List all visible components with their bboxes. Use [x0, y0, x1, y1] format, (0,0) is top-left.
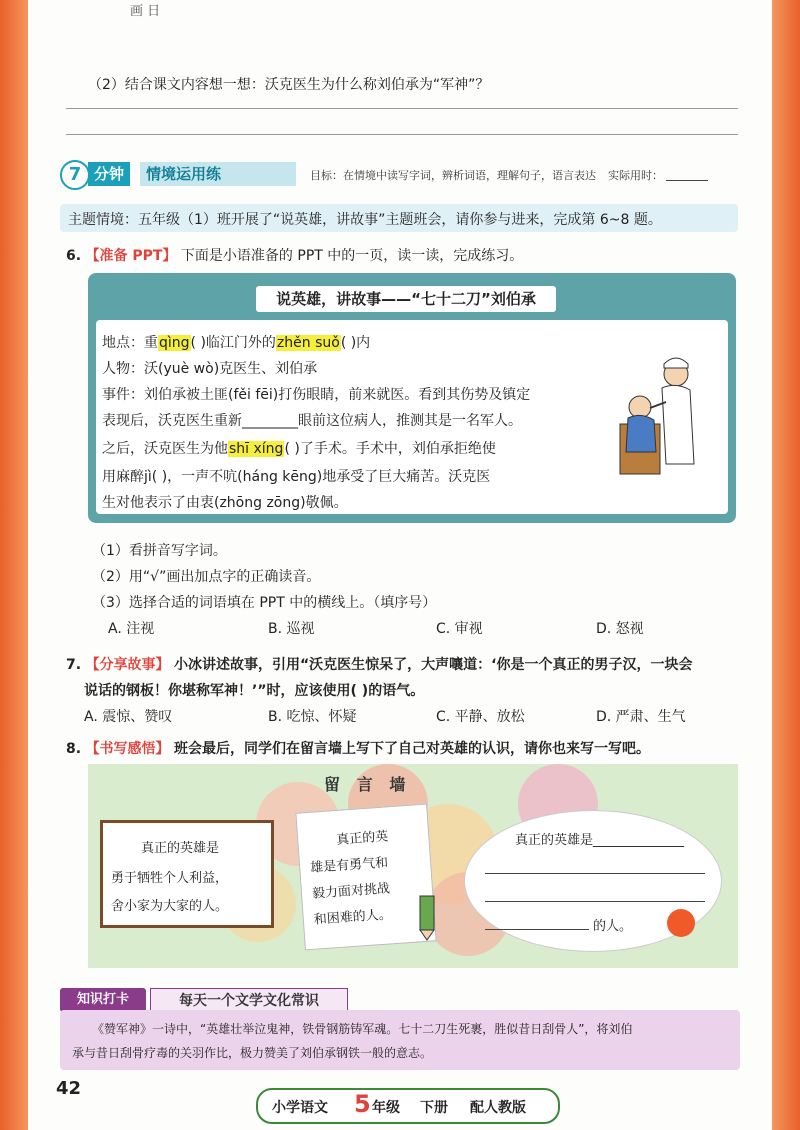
text-segment: 表现后，沃克医生重新 — [102, 413, 242, 429]
text-segment: ( )内 — [340, 335, 371, 351]
ppt-title: 说英雄，讲故事——“七十二刀”刘伯承 — [256, 286, 556, 312]
note1-line: 真正的英雄是 — [141, 841, 220, 856]
knowledge-title: 每天一个文学文化常识 — [150, 988, 348, 1014]
q7-option-c[interactable]: C. 平静、放松 — [436, 709, 525, 725]
note-card-1 — [100, 820, 274, 928]
q6-sub3: （3）选择合适的词语填在 PPT 中的横线上。（填序号） — [92, 595, 437, 611]
text-segment: ( )临江门外的 — [190, 335, 276, 351]
note1-line: 舍小家为大家的人。 — [111, 899, 229, 914]
page-number: 42 — [56, 1078, 82, 1099]
answer-line[interactable] — [485, 873, 705, 874]
doctor-patient-illustration — [610, 352, 704, 478]
section-number: 7 — [60, 160, 90, 190]
note1-line: 勇于牺牲个人利益， — [111, 871, 229, 886]
theme-text: 主题情境：五年级（1）班开展了“说英雄，讲故事”主题班会，请你参与进来，完成第 6~8 题。 — [68, 212, 662, 228]
footer-subject: 小学语文 — [272, 1100, 328, 1116]
knowledge-line1: 《赞军神》一诗中，“英雄壮举泣鬼神，铁骨钢筋铸军魂。七十二刀生死裹，胜似昔日刮骨人”，将刘伯 — [92, 1022, 633, 1036]
q8-text: 班会最后，同学们在留言墙上写下了自己对英雄的认识，请你也来写一写吧。 — [173, 741, 650, 757]
section-minutes: 分钟 — [88, 162, 130, 186]
q7-number: 7. — [66, 657, 82, 673]
ppt-line-6: 用麻醉jì( )，一声不吭(háng kēng)地承受了巨大痛苦。沃克医 — [102, 469, 491, 485]
ppt-line-event: 事件：刘伯承被土匪(fěi fēi)打伤眼睛，前来就医。看到其伤势及镇定 — [102, 387, 531, 403]
ppt-line-people: 人物：沃(yuè wò)克医生、刘伯承 — [102, 361, 318, 377]
q6-sub2: （2）用“√”画出加点字的正确读音。 — [92, 569, 321, 585]
q6-number: 6. — [66, 248, 82, 264]
wall-title: 留 言 墙 — [324, 775, 406, 794]
sun-icon — [664, 906, 698, 940]
knowledge-line2: 承与昔日刮骨疗毒的关羽作比，极力赞美了刘伯承钢铁一般的意志。 — [72, 1046, 433, 1060]
section-title: 情境运用练 — [140, 162, 296, 186]
section-goal: 目标：在情境中读写字词，辨析词语，理解句子，语言表达 — [310, 169, 596, 182]
time-label: 实际用时： — [608, 169, 663, 182]
page-edge-left — [0, 0, 30, 1130]
ppt-line-5 — [102, 438, 496, 458]
text-segment: ( )了手术。手术中，刘伯承拒绝使 — [284, 441, 496, 457]
q7-line1 — [66, 654, 693, 674]
note2-line: 雄是有勇气和 — [309, 855, 389, 876]
q6-option-b[interactable]: B. 巡视 — [268, 621, 315, 637]
q6-text: 下面是小语准备的 PPT 中的一页，读一读，完成练习。 — [180, 248, 524, 264]
answer-line[interactable] — [485, 929, 589, 930]
q7-option-d[interactable]: D. 严肃、生气 — [596, 709, 686, 725]
q7-tag: 【分享故事】 — [85, 657, 170, 673]
note2-line: 和困难的人。 — [313, 907, 393, 928]
pinyin-highlight: zhěn suǒ — [276, 335, 340, 351]
page-edge-right — [770, 0, 800, 1130]
pinyin-highlight: shī xíng — [229, 441, 284, 457]
time-blank[interactable] — [666, 180, 708, 181]
text-segment: 之后，沃克医生为他 — [102, 441, 228, 457]
footer-edition: 配人教版 — [470, 1100, 526, 1116]
footer-term: 下册 — [420, 1100, 448, 1116]
footer-grade: 年级 — [372, 1100, 400, 1116]
q6-tag: 【准备 PPT】 — [85, 248, 177, 264]
footer-grade-number: 5 — [354, 1090, 371, 1118]
note2-line: 真正的英 — [335, 829, 389, 848]
pinyin-highlight: qìng — [159, 335, 190, 351]
fill-blank[interactable]: ________ — [242, 413, 298, 429]
pencil-icon — [412, 894, 442, 942]
note2-line: 毅力面对挑战 — [311, 881, 391, 902]
q8-number: 8. — [66, 741, 82, 757]
q6-option-d[interactable]: D. 怒视 — [596, 621, 644, 637]
cut-top-text: 画 日 — [130, 4, 161, 19]
knowledge-header — [60, 988, 350, 1012]
section-header — [60, 160, 740, 192]
q6-option-c[interactable]: C. 审视 — [436, 621, 483, 637]
text-segment: 地点：重 — [102, 335, 158, 351]
answer-line[interactable] — [66, 108, 738, 109]
q7-option-b[interactable]: B. 吃惊、怀疑 — [268, 709, 357, 725]
text-segment: 眼前这位病人，推测其是一名军人。 — [298, 413, 522, 429]
q7-text2: 说话的钢板！你堪称军神！’”时，应该使用( )的语气。 — [84, 683, 425, 699]
theme-banner — [60, 204, 738, 232]
footer-badge — [256, 1088, 560, 1124]
knowledge-box — [60, 1010, 740, 1070]
ppt-line-location — [102, 332, 370, 352]
answer-line[interactable] — [66, 134, 738, 135]
q8-heading — [66, 738, 650, 758]
q8-tag: 【书写感悟】 — [85, 741, 170, 757]
q6-option-a[interactable]: A. 注视 — [108, 621, 155, 637]
ppt-line-7: 生对他表示了由衷(zhōng zōng)敬佩。 — [102, 495, 348, 511]
knowledge-label: 知识打卡 — [60, 988, 146, 1012]
q6-sub1: （1）看拼音写字词。 — [92, 543, 227, 559]
q6-heading — [66, 245, 523, 265]
q7-option-a[interactable]: A. 震惊、赞叹 — [84, 709, 173, 725]
q7-text1: 小冰讲述故事，引用“沃克医生惊呆了，大声嚷道：‘你是一个真正的男子汉，一块会 — [173, 657, 693, 673]
note3-line: 真正的英雄是______________ — [515, 833, 685, 848]
note3-line: 的人。 — [593, 919, 633, 934]
answer-line[interactable] — [485, 901, 705, 902]
prev-question: （2）结合课文内容想一想：沃克医生为什么称刘伯承为“军神”？ — [88, 77, 490, 93]
ppt-line-4 — [102, 410, 522, 430]
